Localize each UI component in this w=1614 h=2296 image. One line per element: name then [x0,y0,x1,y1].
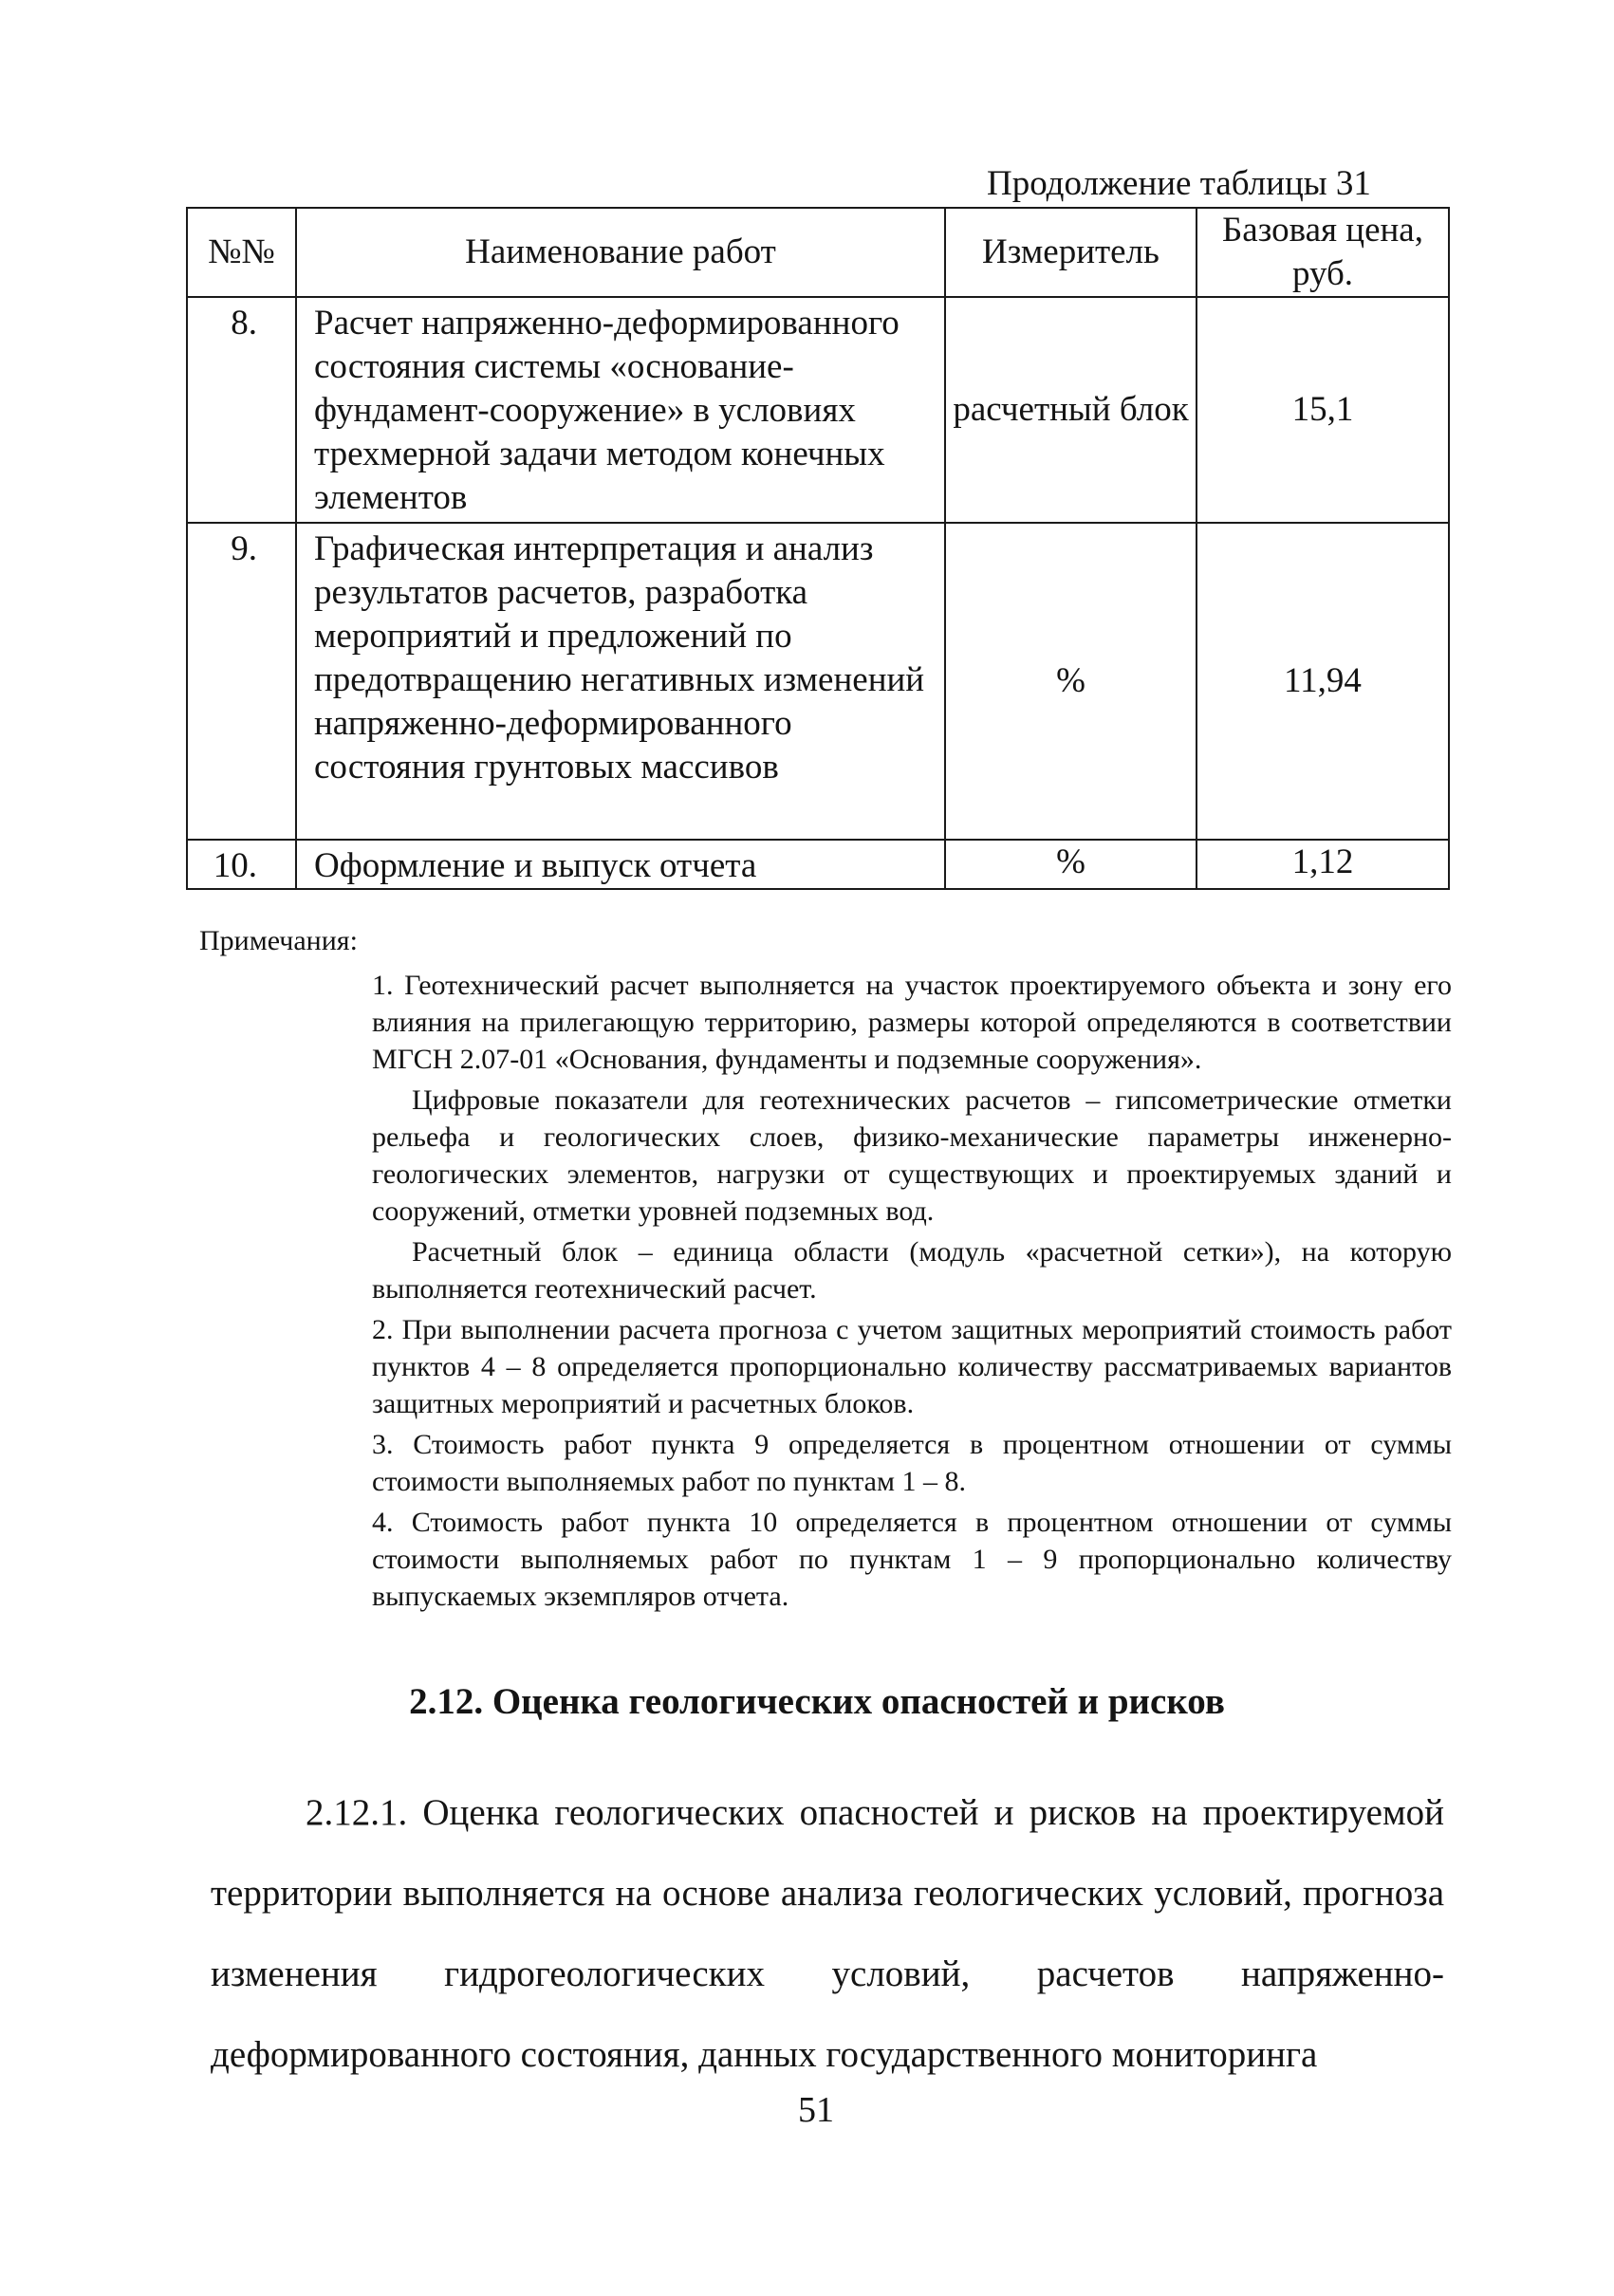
row-name: Расчет напряженно-деформированного состояния системы «основание-фундамент-сооружение» в условиях трехмерной задачи методом конечных элементов [296,297,945,523]
row-price: 1,12 [1197,840,1449,889]
table-row [187,840,1449,889]
row-price: 15,1 [1197,297,1449,523]
section-paragraph: 2.12.1. Оценка геологических опасностей и рисков на проектируемой территории выполняется на основе анализа геологических условий, прогноза изменения гидрогеологических условий, расчетов напряженно-деформированного состояния, данных государственного мониторинга [211,1792,1444,2075]
notes-title: Примечания: [199,925,358,956]
table-continuation-caption: Продолжение таблицы 31 [987,164,1371,203]
header-name: Наименование работ [296,208,945,297]
table-header-row [187,208,1449,297]
notes-block [199,922,1452,1619]
note-paragraph: 1. Геотехнический расчет выполняется на участок проектируемого объекта и зону его влияния на прилегающую территорию, размеры которой определяются в соответствии МГСН 2.07-01 «Основания, фундаменты и подземные сооружения». [372,970,1452,1075]
row-name: Оформление и выпуск отчета [296,840,945,889]
table-row [187,523,1449,840]
row-number: 8. [187,297,296,523]
row-price: 11,94 [1197,523,1449,840]
note-paragraph: 2. При выполнении расчета прогноза с учетом защитных мероприятий стоимость работ пунктов 4 – 8 определяется пропорционально количеству рассматриваемых вариантов защитных мероприятий и расчетных блоков. [372,1314,1452,1419]
works-price-table [186,207,1450,890]
row-unit: расчетный блок [945,297,1197,523]
header-number: №№ [187,208,296,297]
table-row [187,297,1449,523]
row-name: Графическая интерпретация и анализ результатов расчетов, разработка мероприятий и предложений по предотвращению негативных изменений напряженно-деформированного состояния грунтовых массивов [296,523,945,840]
note-paragraph: 4. Стоимость работ пункта 10 определяется в процентном отношении от суммы стоимости выполняемых работ по пунктам 1 – 9 пропорционально количеству выпускаемых экземпляров отчета. [372,1507,1452,1612]
header-unit: Измеритель [945,208,1197,297]
row-unit: % [945,840,1197,889]
note-paragraph: 3. Стоимость работ пункта 9 определяется в процентном отношении от суммы стоимости выполняемых работ по пунктам 1 – 8. [372,1429,1452,1497]
row-number: 10. [187,840,296,889]
note-paragraph: Расчетный блок – единица области (модуль «расчетной сетки»), на которую выполняется геотехнический расчет. [372,1236,1452,1305]
header-price: Базовая цена, руб. [1197,208,1449,297]
row-number: 9. [187,523,296,840]
note-paragraph: Цифровые показатели для геотехнических расчетов – гипсометрические отметки рельефа и геологических слоев, физико-механические параметры инженерно-геологических элементов, нагрузки от существующих и проектируемых зданий и сооружений, отметки уровней подземных вод. [372,1084,1452,1227]
row-unit: % [945,523,1197,840]
page-number: 51 [798,2090,834,2130]
section-title: 2.12. Оценка геологических опасностей и рисков [409,1681,1225,1722]
